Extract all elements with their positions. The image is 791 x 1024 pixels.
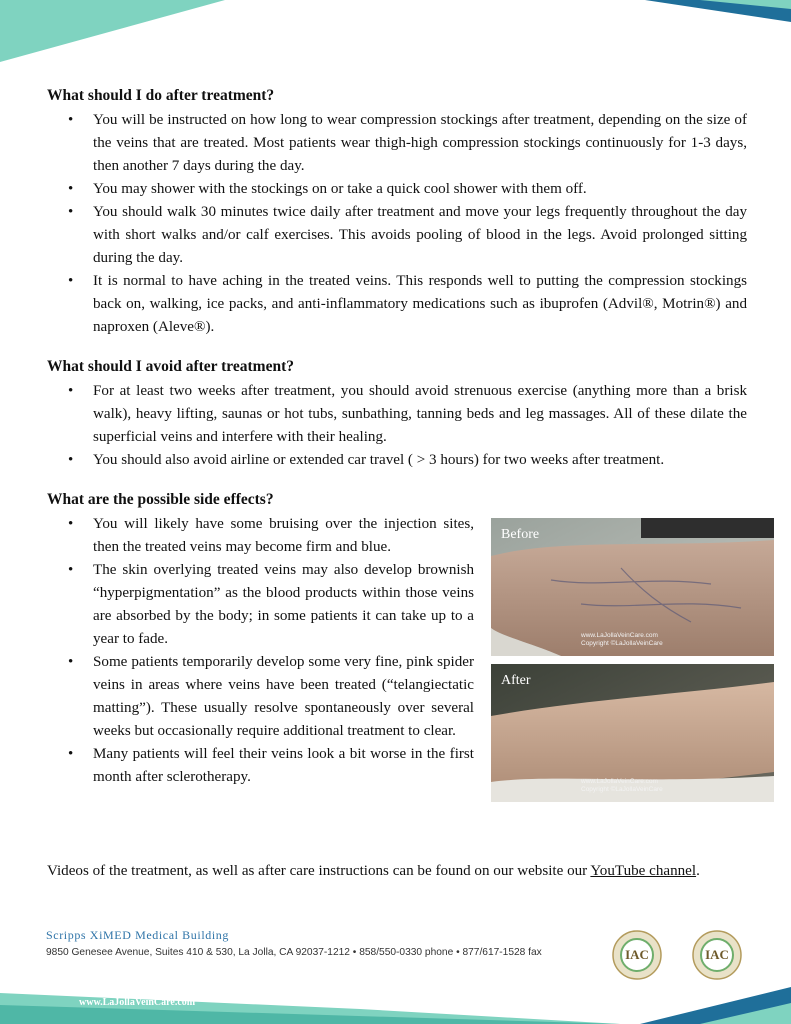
closing-paragraph: Videos of the treatment, as well as after care instructions can be found on our website our YouTube channel. <box>47 863 700 879</box>
youtube-channel-link[interactable]: YouTube channel <box>590 863 697 879</box>
photo-watermark: www.LaJollaVeinCare.com Copyright ©LaJollaVeinCare <box>581 778 663 793</box>
list-item: • The skin overlying treated veins may also develop brownish “hyperpigmentation” as the blood products within those veins are absorbed by the body; in some patients it can take up to a year to fade. <box>93 559 474 651</box>
list-item: • Many patients will feel their veins look a bit worse in the first month after sclerotherapy. <box>93 743 474 789</box>
top-right-decoration <box>590 0 791 30</box>
bullet-list <box>47 109 747 339</box>
after-label: After <box>501 673 531 688</box>
section-heading: What should I do after treatment? <box>47 87 275 104</box>
bullet-list <box>47 513 474 789</box>
accreditation-badge-vascular-testing: IAC <box>612 930 662 980</box>
list-item: • For at least two weeks after treatment, you should avoid strenuous exercise (anything more than a brisk walk), heavy lifting, saunas or hot tubs, sunbathing, tanning beds and leg massages. All of these dilate the superficial veins and interfere with their healing. <box>93 380 747 449</box>
list-item: • You should also avoid airline or extended car travel ( > 3 hours) for two weeks after treatment. <box>93 449 747 472</box>
before-photo <box>491 518 774 656</box>
before-after-photos <box>491 518 774 802</box>
list-item: • You should walk 30 minutes twice daily after treatment and move your legs frequently throughout the day with short walks and/or calf exercises. This avoids pooling of blood in the legs. Avoid prolonged sitting during the day. <box>93 201 747 270</box>
section-avoid <box>47 357 747 472</box>
list-item: • You will likely have some bruising over the injection sites, then the treated veins may become firm and blue. <box>93 513 474 559</box>
accreditation-badge-vein-center: IAC <box>692 930 742 980</box>
bullet-list <box>47 380 747 472</box>
list-item: • It is normal to have aching in the treated veins. This responds well to putting the compression stockings back on, walking, ice packs, and anti-inflammatory medications such as ibuprofen (Advil®, Motrin®) and naproxen (Aleve®). <box>93 270 747 339</box>
list-item: • You will be instructed on how long to wear compression stockings after treatment, depending on the size of the veins that are treated. Most patients wear thigh-high compression stockings continuously for 1-3 days, then another 7 days during the day. <box>93 109 747 178</box>
top-left-decoration <box>0 0 230 70</box>
section-after-treatment <box>47 86 747 339</box>
photo-watermark: www.LaJollaVeinCare.com Copyright ©LaJollaVeinCare <box>581 632 663 647</box>
section-heading: What should I avoid after treatment? <box>47 358 294 375</box>
after-photo <box>491 664 774 802</box>
footer-address: 9850 Genesee Avenue, Suites 410 & 530, La Jolla, CA 92037-1212 • 858/550-0330 phone • 877/617-1528 fax <box>46 947 542 958</box>
list-item: • You may shower with the stockings on or take a quick cool shower with them off. <box>93 178 747 201</box>
footer-building-name: Scripps XiMED Medical Building <box>46 928 229 942</box>
section-heading: What are the possible side effects? <box>47 491 274 508</box>
footer-website-link[interactable]: www.LaJollaVeinCare.com <box>79 997 196 1008</box>
before-label: Before <box>501 527 540 542</box>
list-item: • Some patients temporarily develop some very fine, pink spider veins in areas where veins have been treated (“telangiectatic matting”). These usually resolve spontaneously over several weeks but occasionally require additional treatment to clear. <box>93 651 474 743</box>
